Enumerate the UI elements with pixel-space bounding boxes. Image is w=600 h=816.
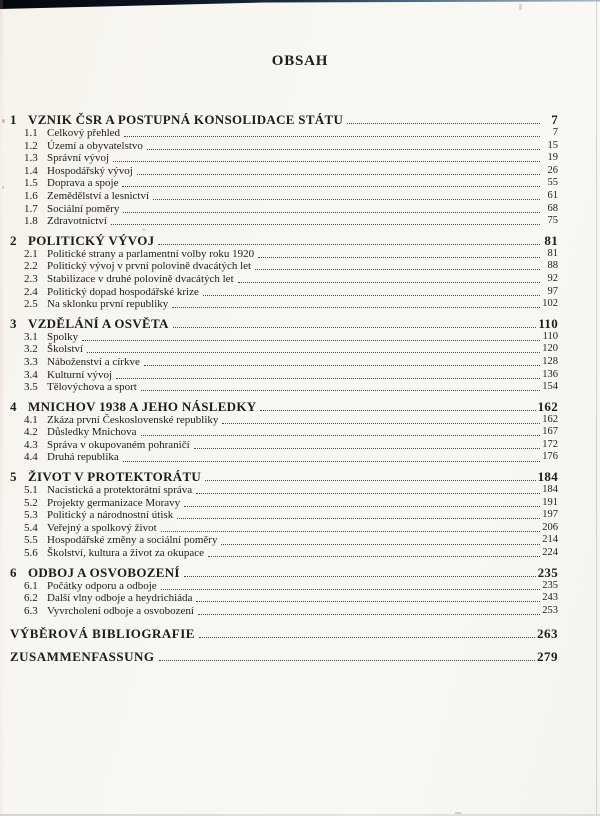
toc-entry-row [24, 522, 558, 535]
entry-page-number: 75 [547, 215, 558, 227]
toc-entry-row [24, 534, 558, 547]
entry-number: 1.2 [24, 139, 38, 152]
dot-leader [347, 123, 540, 124]
entry-page-number: 184 [542, 484, 558, 496]
entry-number: 3.3 [24, 355, 38, 368]
toc-chapter-row [10, 399, 558, 414]
dot-leader [124, 136, 540, 137]
entry-number: 6.3 [24, 604, 38, 617]
chapter-page-number: 162 [537, 398, 558, 414]
dot-leader [184, 576, 536, 577]
toc-chapter-entries [10, 414, 558, 464]
toc-entry-row [24, 547, 558, 560]
chapter-page-number: 7 [551, 112, 558, 127]
entry-label: Školství, kultura a život za okupace [47, 547, 205, 560]
dot-leader [87, 352, 540, 353]
dot-leader [238, 282, 540, 283]
scan-speck [455, 812, 461, 814]
entry-page-number: 88 [547, 260, 558, 272]
toc-chapter-entries [10, 127, 558, 228]
chapter-number: 4 [10, 398, 17, 414]
extra-title: ZUSAMMENFASSUNG [10, 649, 155, 665]
toc-chapter-row [10, 112, 558, 127]
entry-label: Politické strany a parlamentní volby roku 1920 [47, 247, 255, 260]
entry-number: 5.1 [24, 484, 38, 497]
dot-leader [141, 390, 540, 391]
dot-leader [196, 493, 540, 494]
entry-page-number: 172 [542, 438, 558, 450]
toc-entry-row [24, 356, 558, 369]
dot-leader [111, 224, 540, 225]
toc-entry-row [24, 127, 558, 140]
dot-leader [153, 199, 540, 200]
entry-number: 4.4 [24, 451, 38, 464]
chapter-title: VZNIK ČSR A POSTUPNÁ KONSOLIDACE STÁTU [28, 112, 344, 127]
entry-number: 1.7 [24, 202, 38, 215]
toc-entry-row [24, 273, 558, 286]
entry-label: Hospodářské změny a sociální poměry [47, 534, 218, 547]
dot-leader [184, 506, 540, 507]
entry-page-number: 167 [542, 426, 558, 438]
toc-entry-row [24, 177, 558, 190]
scan-speck [142, 228, 146, 231]
entry-number: 6.1 [24, 579, 38, 592]
toc-entry-row [24, 152, 558, 165]
toc [0, 70, 600, 664]
toc-chapter-entries [10, 248, 558, 311]
entry-number: 1.1 [24, 127, 38, 139]
toc-entry-row [24, 343, 558, 356]
toc-chapter-entries [10, 580, 558, 618]
toc-chapter-row [10, 469, 558, 484]
toc-entry-row [24, 298, 558, 311]
entry-label: Kulturní vývoj [47, 368, 113, 381]
chapter-title: ŽIVOT V PROTEKTORÁTU [28, 469, 202, 485]
toc-entry-row [24, 605, 558, 618]
dot-leader [159, 660, 536, 661]
dot-leader [144, 365, 540, 366]
entry-page-number: 191 [542, 496, 558, 508]
entry-label: Celkový přehled [47, 127, 121, 139]
entry-number: 3.5 [24, 381, 38, 394]
dot-leader [161, 531, 540, 532]
chapter-title: POLITICKÝ VÝVOJ [28, 232, 155, 248]
dot-leader [260, 410, 535, 411]
entry-page-number: 176 [542, 451, 558, 463]
entry-label: Náboženství a církve [47, 355, 140, 368]
scan-edge-right [596, 0, 597, 816]
entry-number: 5.3 [24, 509, 38, 522]
entry-page-number: 55 [547, 177, 558, 189]
entry-page-number: 110 [542, 330, 558, 342]
toc-entry-row [24, 414, 558, 427]
entry-label: Další vlny odboje a heydrichiáda [47, 592, 193, 605]
dot-leader [123, 212, 540, 213]
chapter-page-number: 110 [538, 315, 558, 331]
entry-label: Školství [47, 343, 84, 356]
dot-leader [82, 340, 540, 341]
entry-label: Správa v okupovaném pohraničí [47, 438, 190, 451]
entry-label: Nacistická a protektorátní správa [47, 484, 193, 497]
entry-page-number: 154 [542, 381, 558, 393]
entry-page-number: 26 [547, 164, 558, 176]
dot-leader [222, 423, 540, 424]
toc-entry-row [24, 331, 558, 344]
entry-number: 5.6 [24, 547, 38, 560]
toc-chapter-entries [10, 331, 558, 394]
dot-leader [147, 149, 540, 150]
dot-leader [141, 435, 540, 436]
entry-label: Důsledky Mnichova [47, 426, 137, 439]
extra-page-number: 279 [537, 649, 558, 665]
entry-page-number: 7 [552, 127, 558, 138]
chapter-number: 1 [10, 112, 17, 127]
entry-label: Zemědělství a lesnictví [47, 189, 150, 202]
dot-leader [203, 295, 540, 296]
entry-label: Politický dopad hospodářské krize [47, 285, 199, 298]
entry-number: 2.3 [24, 272, 38, 285]
toc-entry-row [24, 286, 558, 299]
entry-page-number: 206 [542, 521, 558, 533]
toc-section [10, 316, 558, 394]
extra-page-number: 263 [537, 625, 558, 641]
entry-page-number: 243 [542, 592, 558, 604]
entry-label: Stabilizace v druhé polovině dvacátých let [47, 272, 234, 285]
entry-label: Druhá republika [47, 451, 119, 464]
entry-label: Území a obyvatelstvo [47, 139, 143, 152]
toc-entry-row [24, 165, 558, 178]
entry-number: 2.1 [24, 247, 38, 260]
entry-number: 5.5 [24, 534, 38, 547]
entry-page-number: 97 [547, 285, 558, 297]
entry-number: 1.5 [24, 177, 38, 190]
chapter-number: 2 [10, 232, 17, 248]
entry-page-number: 136 [542, 368, 558, 380]
toc-entry-row [24, 203, 558, 216]
entry-label: Politický a národnostní útisk [47, 509, 174, 522]
toc-extra-row [10, 649, 558, 664]
toc-entry-row [24, 140, 558, 153]
entry-label: Projekty germanizace Moravy [47, 496, 181, 509]
dot-leader [137, 174, 540, 175]
toc-chapter-entries [10, 484, 558, 560]
entry-number: 4.2 [24, 426, 38, 439]
entry-number: 3.4 [24, 368, 38, 381]
chapter-number: 6 [10, 564, 17, 580]
entry-page-number: 68 [547, 202, 558, 214]
entry-label: Zkáza první Československé republiky [47, 413, 219, 426]
dot-leader [196, 601, 540, 602]
entry-number: 5.2 [24, 496, 38, 509]
toc-extra-row [10, 626, 558, 641]
entry-page-number: 120 [542, 343, 558, 355]
toc-entry-row [24, 592, 558, 605]
chapter-title: ODBOJ A OSVOBOZENÍ [28, 564, 180, 580]
entry-page-number: 19 [547, 152, 558, 164]
entry-label: Vyvrcholení odboje a osvobození [47, 604, 194, 617]
toc-entry-row [24, 248, 558, 261]
toc-section [10, 399, 558, 464]
entry-page-number: 15 [547, 139, 558, 151]
toc-section [10, 469, 558, 560]
toc-section [10, 112, 558, 228]
dot-leader [172, 307, 540, 308]
dot-leader [122, 186, 540, 187]
dot-leader [221, 544, 540, 545]
entry-number: 3.1 [24, 330, 38, 343]
toc-section [10, 233, 558, 311]
entry-number: 1.6 [24, 189, 38, 202]
entry-label: Zdravotnictví [47, 215, 107, 228]
dot-leader [113, 161, 540, 162]
toc-entry-row [24, 369, 558, 382]
entry-page-number: 214 [542, 534, 558, 546]
toc-entry-row [24, 381, 558, 394]
toc-chapter-row [10, 316, 558, 331]
dot-leader [198, 614, 540, 615]
entry-number: 5.4 [24, 521, 38, 534]
dot-leader [208, 556, 540, 557]
chapter-page-number: 81 [544, 232, 558, 248]
dot-leader [116, 378, 540, 379]
entry-label: Spolky [47, 330, 79, 343]
dot-leader [205, 480, 535, 481]
toc-entry-row [24, 426, 558, 439]
entry-label: Veřejný a spolkový život [47, 521, 157, 534]
scan-speck [519, 4, 522, 10]
entry-number: 1.8 [24, 215, 38, 228]
entry-number: 3.2 [24, 343, 38, 356]
dot-leader [258, 257, 540, 258]
chapter-page-number: 235 [537, 564, 558, 580]
toc-entry-row [24, 439, 558, 452]
entry-page-number: 81 [547, 247, 558, 259]
scan-speck [2, 186, 4, 189]
toc-chapter-row [10, 233, 558, 248]
entry-number: 1.3 [24, 152, 38, 165]
entry-label: Politický vývoj v první polovině dvacátých let [47, 260, 252, 273]
entry-number: 2.4 [24, 285, 38, 298]
dot-leader [194, 448, 540, 449]
entry-page-number: 162 [542, 413, 558, 425]
entry-page-number: 92 [547, 272, 558, 284]
entry-number: 4.3 [24, 438, 38, 451]
entry-number: 2.5 [24, 298, 38, 311]
toc-entry-row [24, 451, 558, 464]
toc-entry-row [24, 190, 558, 203]
dot-leader [177, 518, 540, 519]
page-title: OBSAH [271, 53, 329, 69]
toc-entry-row [24, 215, 558, 228]
entry-label: Tělovýchova a sport [47, 381, 137, 394]
scan-speck [2, 119, 5, 123]
entry-label: Na sklonku první republiky [47, 298, 169, 311]
toc-section [10, 565, 558, 618]
dot-leader [161, 589, 540, 590]
entry-page-number: 102 [542, 298, 558, 310]
entry-label: Doprava a spoje [47, 177, 119, 190]
entry-page-number: 128 [542, 355, 558, 367]
entry-label: Počátky odporu a odboje [47, 579, 157, 592]
entry-number: 1.4 [24, 164, 38, 177]
toc-entry-row [24, 497, 558, 510]
entry-label: Správní vývoj [47, 152, 110, 165]
toc-entry-row [24, 509, 558, 522]
dot-leader [123, 461, 540, 462]
entry-label: Hospodářský vývoj [47, 164, 133, 177]
chapter-number: 3 [10, 315, 17, 331]
entry-number: 4.1 [24, 413, 38, 426]
entry-page-number: 235 [542, 579, 558, 591]
toc-entry-row [24, 580, 558, 593]
extra-title: VÝBĚROVÁ BIBLIOGRAFIE [10, 625, 195, 641]
entry-number: 2.2 [24, 260, 38, 273]
chapter-title: VZDĚLÁNÍ A OSVĚTA [28, 315, 169, 331]
toc-chapter-row [10, 565, 558, 580]
entry-number: 6.2 [24, 592, 38, 605]
dot-leader [199, 637, 535, 638]
toc-entry-row [24, 260, 558, 273]
entry-page-number: 61 [547, 189, 558, 201]
entry-page-number: 253 [542, 604, 558, 616]
dot-leader [255, 269, 540, 270]
chapter-number: 5 [10, 469, 17, 485]
dot-leader [173, 327, 537, 328]
entry-label: Sociální poměry [47, 202, 120, 215]
entry-page-number: 197 [542, 509, 558, 521]
dot-leader [158, 244, 540, 245]
chapter-page-number: 184 [537, 469, 558, 485]
toc-entry-row [24, 484, 558, 497]
chapter-title: MNICHOV 1938 A JEHO NÁSLEDKY [28, 398, 257, 414]
entry-page-number: 224 [542, 547, 558, 559]
